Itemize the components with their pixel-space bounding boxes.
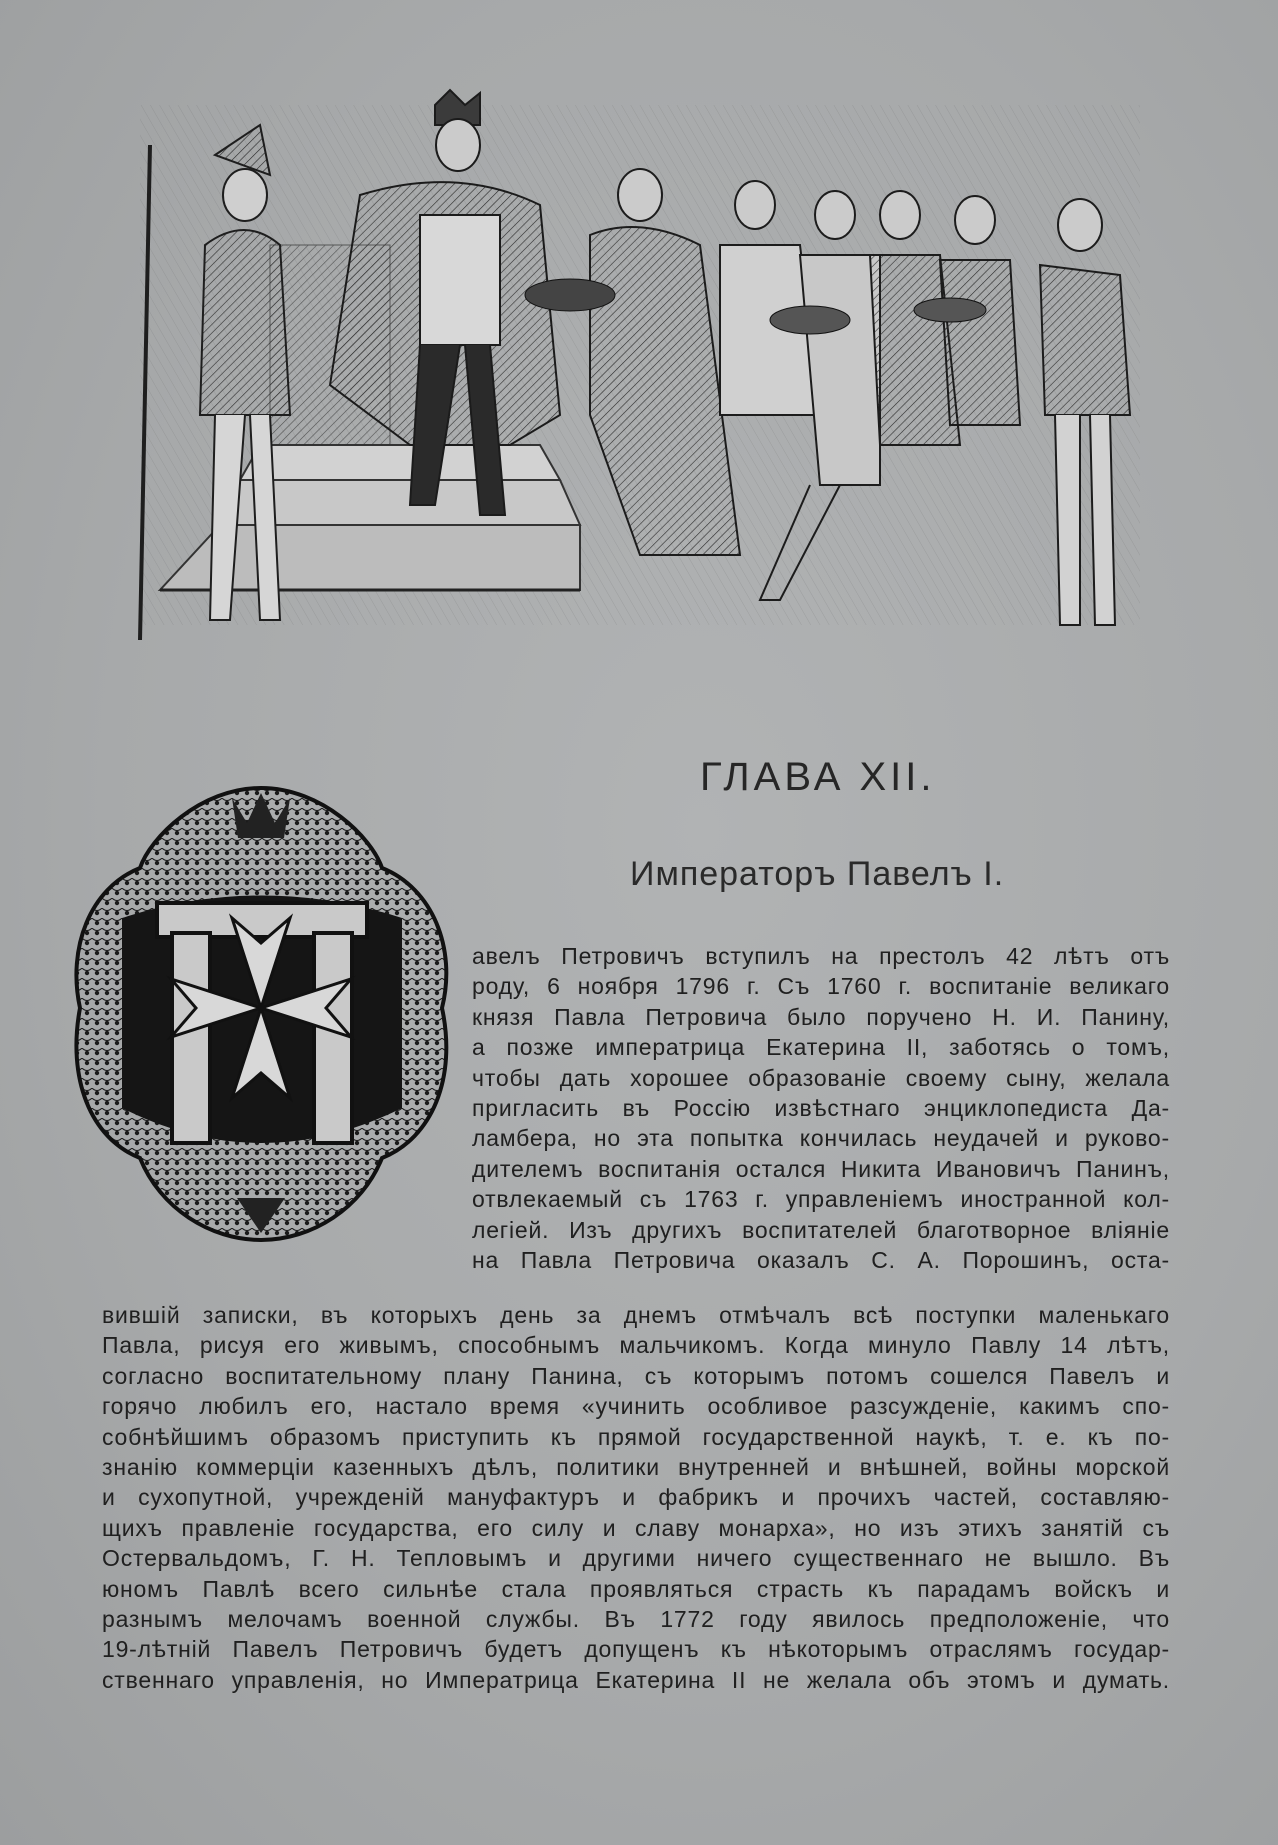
text-line: пригласить въ Россію извѣстнаго энциклопедиста Да- [472, 1095, 1170, 1122]
text-line: авелъ Петровичъ вступилъ на престолъ 42 лѣтъ отъ [472, 943, 1170, 969]
text-line: Остервальдомъ, Г. Н. Тепловымъ и другими ничего существеннаго не вышло. Въ [102, 1545, 1170, 1572]
text-line: князя Павла Петровича было поручено Н. И. Панину, [472, 1003, 1170, 1030]
text-line: вившій записки, въ которыхъ день за днемъ отмѣчалъ всѣ поступки маленькаго [102, 1302, 1170, 1328]
paragraph-narrow-column [472, 941, 1170, 1275]
text-line: щихъ правленіе государства, его силу и славу монарха», но изъ этихъ занятій съ [102, 1514, 1170, 1541]
text-line: горячо любилъ его, настало время «учинить особливое разсужденіе, какимъ спо- [102, 1393, 1170, 1420]
text-line: юномъ Павлѣ всего сильнѣе стала проявляться страсть къ парадамъ войскъ и [102, 1575, 1170, 1602]
text-line: легіей. Изъ другихъ воспитателей благотворное вліяніе [472, 1216, 1170, 1243]
text-line: а позже императрица Екатерина II, заботясь о томъ, [472, 1034, 1170, 1061]
text-line: на Павла Петровича оказалъ С. А. Порошинъ, оста- [472, 1247, 1170, 1274]
text-line: ственнаго управленія, но Императрица Екатерина II не желала объ этомъ и думать. [102, 1666, 1170, 1693]
paragraph-wide-column [102, 1300, 1170, 1695]
engraving-illustration [120, 85, 1160, 665]
text-line: разнымъ мелочамъ военной службы. Въ 1772 году явилось предположеніе, что [102, 1606, 1170, 1633]
text-line: и сухопутной, учрежденій мануфактуръ и фабрикъ и прочихъ частей, составляю- [102, 1484, 1170, 1511]
text-line: роду, 6 ноября 1796 г. Съ 1760 г. воспитаніе великаго [472, 973, 1170, 1000]
text-line: Павла, рисуя его живымъ, способнымъ мальчикомъ. Когда минуло Павлу 14 лѣтъ, [102, 1332, 1170, 1359]
text-line: дителемъ воспитанія остался Никита Ивановичъ Панинъ, [472, 1155, 1170, 1182]
chapter-title: Императоръ Павелъ I. [630, 855, 1005, 893]
text-line: знанію коммерціи казенныхъ дѣлъ, политики внутренней и внѣшней, войны морской [102, 1454, 1170, 1481]
chapter-heading: ГЛАВА XII. [700, 755, 936, 799]
text-line: согласно воспитательному плану Панина, съ которымъ потомъ сошелся Павелъ и [102, 1362, 1170, 1389]
text-line: чтобы дать хорошее образованіе своему сыну, желала [472, 1064, 1170, 1091]
ornamental-initial [62, 778, 460, 1250]
text-line: ламбера, но эта попытка кончилась неудачей и руково- [472, 1125, 1170, 1152]
text-line: отвлекаемый съ 1763 г. управленіемъ иностранной кол- [472, 1186, 1170, 1213]
text-line: 19-лѣтній Павелъ Петровичъ будетъ допущенъ къ нѣкоторымъ отраслямъ государ- [102, 1636, 1170, 1663]
text-line: собнѣйшимъ образомъ приступить къ прямой государственной наукѣ, т. е. къ по- [102, 1423, 1170, 1450]
